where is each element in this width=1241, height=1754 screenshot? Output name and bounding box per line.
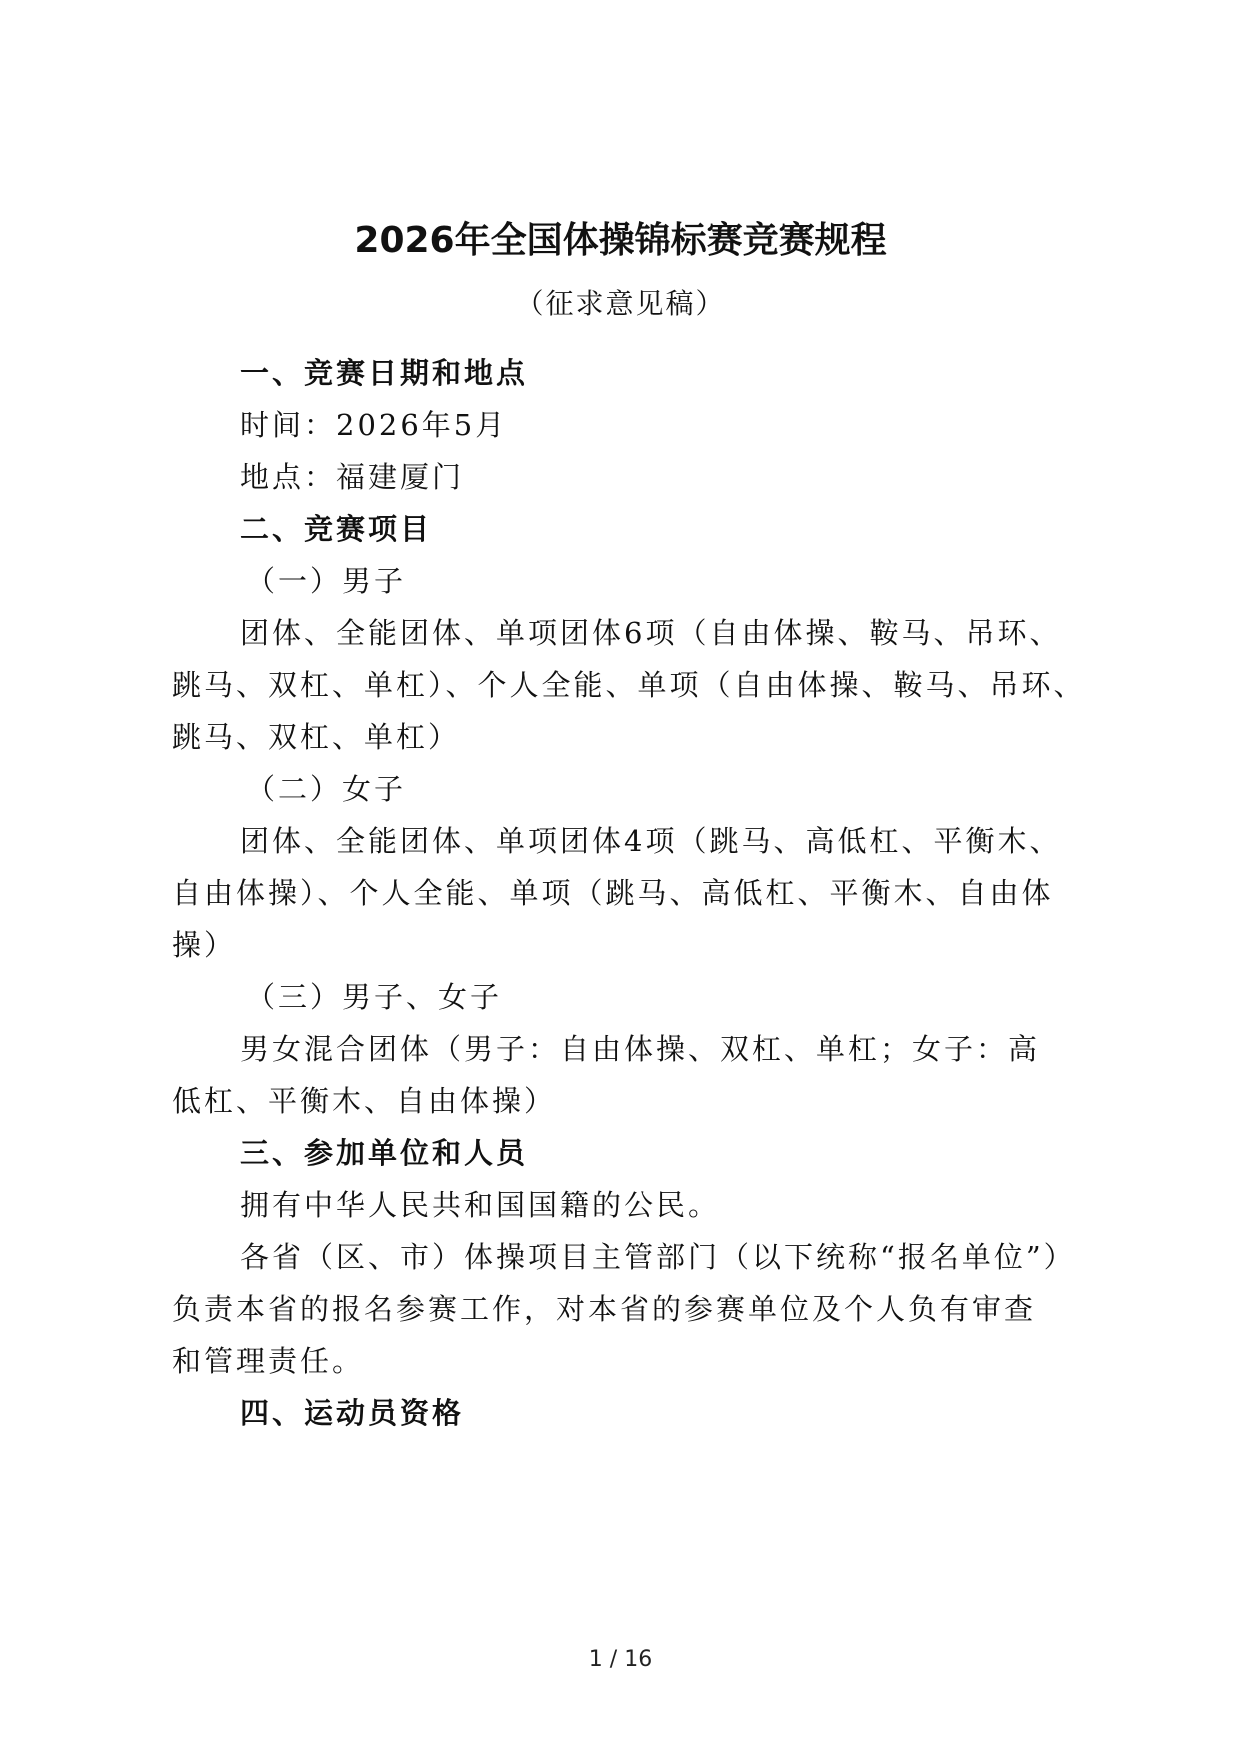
- paragraph-line: 负责本省的报名参赛工作，对本省的参赛单位及个人负有审查: [172, 1292, 1037, 1326]
- subsection-heading: （一）男子: [246, 564, 407, 598]
- section-heading-1: 一、竞赛日期和地点: [240, 356, 529, 390]
- section-heading-2: 二、竞赛项目: [240, 512, 433, 546]
- page-number: 1 / 16: [588, 1647, 653, 1672]
- section-heading-4: 四、运动员资格: [240, 1396, 465, 1430]
- subsection-heading: （三）男子、女子: [246, 980, 503, 1014]
- paragraph-line: 自由体操）、个人全能、单项（跳马、高低杠、平衡木、自由体: [172, 876, 1054, 910]
- paragraph-line: 团体、全能团体、单项团体6项（自由体操、鞍马、吊环、: [240, 616, 1062, 650]
- subsection-heading: （二）女子: [246, 772, 407, 806]
- paragraph-line: 地点：福建厦门: [240, 460, 465, 494]
- paragraph-line: 跳马、双杠、单杠）、个人全能、单项（自由体操、鞍马、吊环、: [172, 668, 1086, 702]
- document-subtitle: （征求意见稿）: [515, 287, 726, 320]
- paragraph-line: 男女混合团体（男子：自由体操、双杠、单杠；女子：高: [240, 1032, 1041, 1066]
- paragraph-line: 团体、全能团体、单项团体4项（跳马、高低杠、平衡木、: [240, 824, 1062, 858]
- document-title: 2026年全国体操锦标赛竞赛规程: [354, 220, 887, 261]
- paragraph-line: 和管理责任。: [172, 1344, 365, 1378]
- paragraph-line: 拥有中华人民共和国国籍的公民。: [240, 1188, 721, 1222]
- paragraph-line: 跳马、双杠、单杠）: [172, 720, 461, 754]
- paragraph-line: 各省（区、市）体操项目主管部门（以下统称“报名单位”）: [240, 1240, 1076, 1274]
- paragraph-line: 操）: [172, 928, 237, 962]
- paragraph-line: 时间：2026年5月: [240, 408, 508, 442]
- paragraph-line: 低杠、平衡木、自由体操）: [172, 1084, 557, 1118]
- section-heading-3: 三、参加单位和人员: [240, 1136, 529, 1170]
